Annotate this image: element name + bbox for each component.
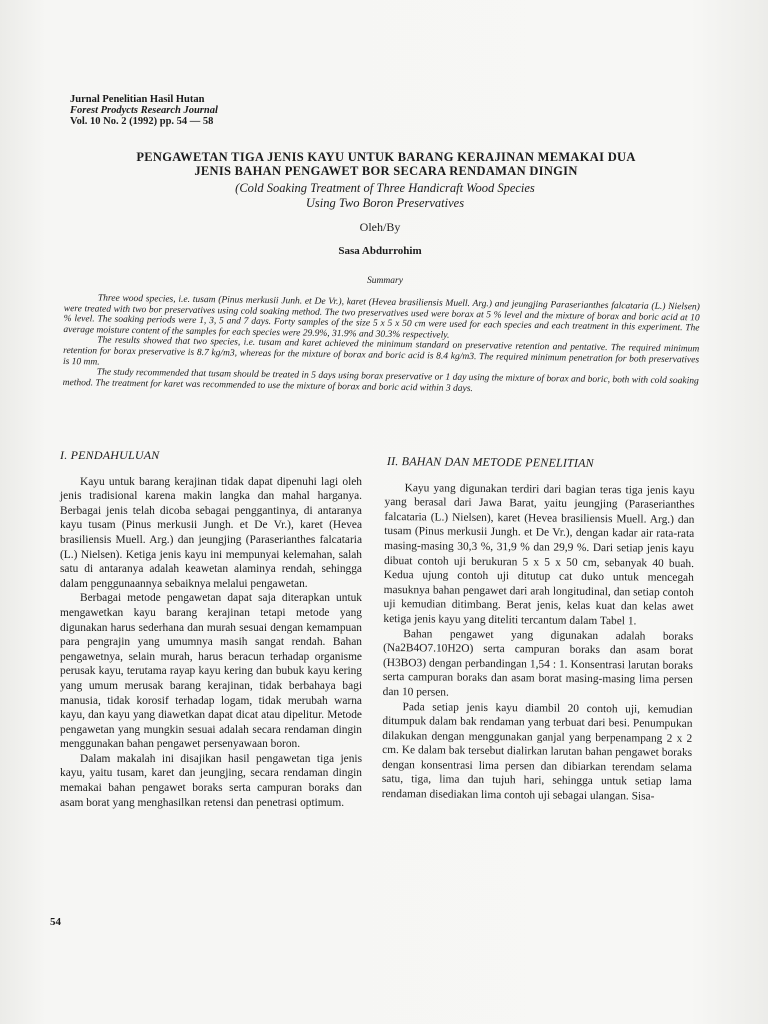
paper-english-title: [160, 181, 610, 211]
section-heading-materials-methods: II. BAHAN DAN METODE PENELITIAN: [386, 454, 594, 471]
summary-heading: Summary: [367, 276, 403, 286]
summary-paragraph-1: Three wood species, i.e. tusam (Pinus merkusii Junh. et De Vr.), karet (Hevea brasiliensis Muell. Arg.) and jeungjing Paraserianthes falcataria (L.) Nielsen) were treated with two bor preservatives using cold soaking method. The two preservatives used were borax at 5 % level and the mixture of borax and boric acid at 10 % level. The soaking periods were 1, 3, 5 and 7 days. Forty samples of the size 5 x 5 x 50 cm were used for each species and each treatment in this experiment. The average moisture content of the samples for each species were 29.9%, 31.9% and 30.3% respectively.: [63, 293, 700, 341]
title-line-1: PENGAWETAN TIGA JENIS KAYU UNTUK BARANG KERAJINAN MEMAKAI DUA: [136, 150, 636, 164]
byline-label: Oleh/By: [359, 220, 401, 234]
section-heading-introduction: I. PENDAHULUAN: [60, 448, 160, 462]
body-paragraph: Bahan pengawet yang digunakan adalah boraks (Na2B4O7.10H2O) serta campuran boraks dan asam borat (H3BO3) dengan perbandingan 1,54 : 1. Konsentrasi larutan boraks serta campuran boraks dan asam borat masing-masing lima persen dan 10 persen.: [382, 627, 694, 699]
page-number: 54: [50, 916, 61, 928]
summary-abstract: [63, 293, 700, 398]
journal-citation: [70, 94, 218, 127]
left-column: [60, 448, 362, 810]
body-paragraph: Kayu yang digunakan terdiri dari bagian teras tiga jenis kayu yang berasal dari Jawa Barat, yaitu jeungjing (Paraserianthes falcataria (L.) Nielsen), karet (Hevea brasiliensis Muell. Arg.) dan tusam (Pinus merkusii Jungh. et De Vr.), dengan kadar air rata-rata masing-masing 30,3 %, 31,9 % dan 29,9 %. Dari setiap jenis kayu dibuat contoh uji berukuran 5 x 5 x 50 cm, sebanyak 40 buah. Kedua ujung contoh uji ditutup cat duko untuk mencegah masuknya bahan pengawet dari arah longitudinal, dan setiap contoh uji kemudian ditimbang. Berat jenis, kelas kuat dan kelas awet ketiga jenis kayu yang diteliti tercantum dalam Tabel 1.: [383, 481, 695, 628]
body-paragraph: Kayu untuk barang kerajinan tidak dapat dipenuhi lagi oleh jenis tradisional karena makin langka dan mahal harganya. Berbagai jenis telah dicoba sebagai penggantinya, di antaranya kayu tusam (Pinus merkusii Jungh. et De Vr.), karet (Hevea brasiliensis Muell. Arg.) dan jeungjing (Paraserianthes falcataria (L.) Nielsen). Ketiga jenis kayu ini mempunyai kelemahan, salah satu di antaranya adalah keawetan alaminya rendah, sehingga dalam penggunaannya sebaiknya melalui pengawetan.: [60, 475, 362, 590]
right-column: [382, 454, 695, 805]
paper-title: [96, 150, 676, 178]
english-title-line-1: (Cold Soaking Treatment of Three Handicraft Wood Species: [235, 181, 535, 195]
title-line-2: JENIS BAHAN PENGAWET BOR SECARA RENDAMAN DINGIN: [194, 164, 578, 178]
english-title-line-2: Using Two Boron Preservatives: [305, 196, 465, 210]
body-paragraph: Berbagai metode pengawetan dapat saja diterapkan untuk mengawetkan kayu barang kerajinan tetapi metode yang digunakan harus sederhana dan murah sesuai dengan kemampuan para pengrajin yang umumnya masih sangat rendah. Bahan pengawetnya, selain murah, harus beracun terhadap organisme perusak kayu, terutama rayap kayu kering dan bubuk kayu kering yang umum merusak barang kerajinan, tidak berbahaya bagi manusia, tidak korosif terhadap logam, tidak merubah warna kayu, dan kayu yang diawetkan dapat dicat atau dipelitur. Metode pengawetan yang mungkin sesuai adalah secara rendaman dingin menggunakan bahan pengawet persenyawaan boron.: [60, 592, 362, 751]
author-name: Sasa Abdurrohim: [338, 245, 422, 257]
body-paragraph: Pada setiap jenis kayu diambil 20 contoh uji, kemudian ditumpuk dalam bak rendaman yang terbuat dari besi. Penumpukan dilakukan dengan menggunakan ganjal yang berpenampang 2 x 2 cm. Ke dalam bak tersebut dialirkan larutan bahan pengawet boraks dengan konsentrasi lima persen dan dibiarkan terendam selama satu, tiga, lima dan tujuh hari, sehingga untuk setiap lama rendaman disediakan lima contoh uji sebagai ulangan. Sisa-: [381, 700, 693, 803]
summary-paragraph-2: The results showed that two species, i.e. tusam and karet achieved the minimum standard on preservative retention and pentative. The required minimum retention for borax preservative is 8.7 kg/m3, whereas for the mixture of borax and boric acid is 8.4 kg/m3. The required minimum penetration for both preservatives is 10 mm.: [62, 335, 700, 368]
journal-english-name: Forest Prodycts Research Journal: [70, 105, 218, 116]
journal-name: Jurnal Penelitian Hasil Hutan: [70, 94, 205, 105]
journal-volume: Vol. 10 No. 2 (1992) pp. 54 — 58: [70, 116, 214, 127]
body-paragraph: Dalam makalah ini disajikan hasil pengawetan tiga jenis kayu, yaitu tusam, karet dan jeungjing, secara rendaman dingin memakai bahan pengawet boraks serta campuran boraks dan asam borat yang menghasilkan retensi dan penetrasi optimum.: [60, 752, 362, 809]
summary-paragraph-3: The study recommended that tusam should be treated in 5 days using borax preservative or 1 day using the mixture of borax and boric, both with cold soaking method. The treatment for karet was recommended to use the mixture of borax and boric acid within 3 days.: [62, 367, 699, 394]
